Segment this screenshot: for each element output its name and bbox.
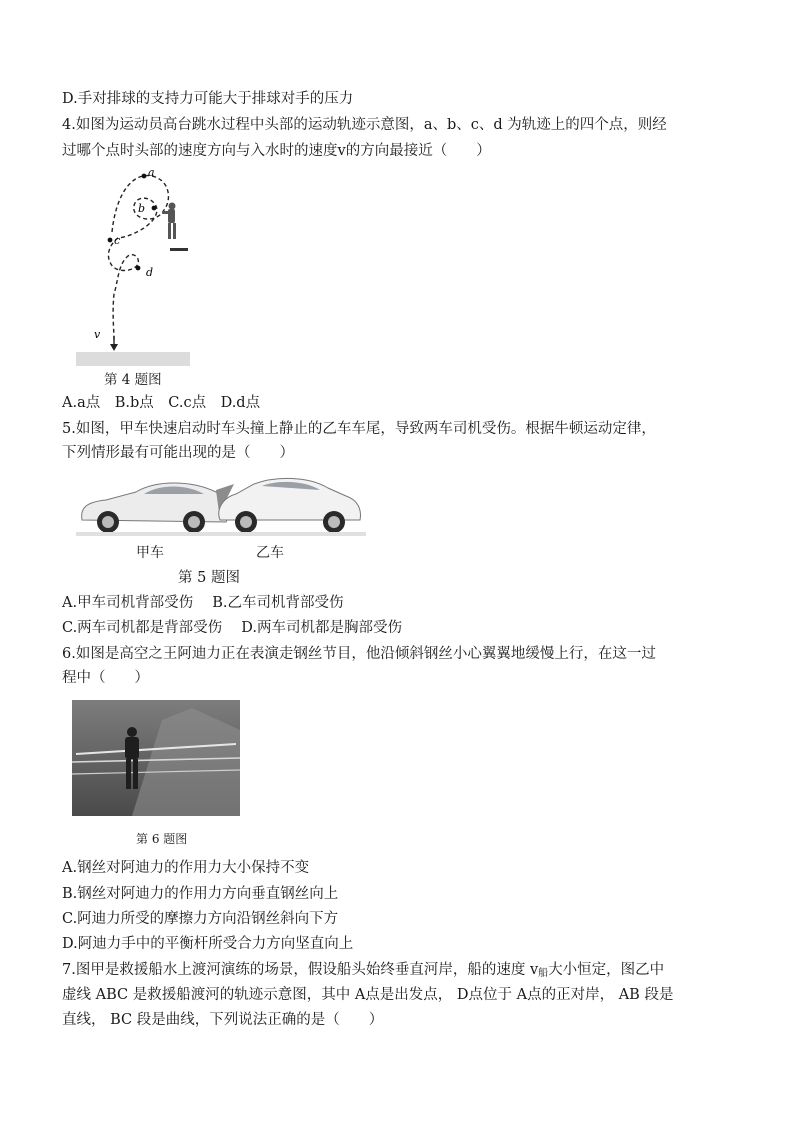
car-yi [219,478,361,533]
q5-stem-line1: 5.如图，甲车快速启动时车头撞上静止的乙车车尾，导致两车司机受伤。根据牛顿运动定律， [62,421,656,437]
point-c [108,238,113,243]
q3-option-d: D.手对排球的支持力可能大于排球对手的压力 [62,91,354,107]
q6-option-c: C.阿迪力所受的摩擦力方向沿钢丝斜向下方 [62,911,339,927]
road-shadow [76,532,366,536]
q4-stem-line2: 过哪个点时头部的速度方向与入水时的速度v的方向最接近（ ） [62,143,491,159]
q6-option-b: B.钢丝对阿迪力的作用力方向垂直钢丝向上 [62,886,339,902]
q7-line1-part-b: 大小恒定，图乙中 [548,962,665,978]
q5-car-collision-figure [76,470,366,542]
q5-stem-line2: 下列情形最有可能出现的是（ ） [62,445,294,461]
q6-option-d: D.阿迪力手中的平衡杆所受合力方向坚直向上 [62,936,354,952]
platform [170,248,188,251]
point-a [142,174,147,179]
q4-options: A.a点 B.b点 C.c点 D.d点 [62,395,261,411]
car-jia [82,483,229,533]
label-a: a [148,166,155,179]
water-surface [76,352,190,366]
label-d: d [146,266,154,279]
q4-figure-caption: 第 4 题图 [104,372,162,388]
q4-diver-trajectory-figure [74,164,204,370]
q6-figure-caption: 第 6 题图 [136,832,188,846]
label-v: v [94,328,101,341]
q7-line1-part-a: 7.图甲是救援船水上渡河演练的场景，假设船头始终垂直河岸，船的速度 v [62,962,539,978]
q7-line1-subscript: 船 [538,968,549,979]
q5-label-yi: 乙车 [256,545,284,561]
arrowhead [110,344,118,351]
label-b: b [138,202,146,215]
q7-stem-line1 [62,959,664,985]
point-b [152,206,157,211]
q5-figure-caption: 第 5 题图 [178,570,240,586]
point-d [136,266,141,271]
q5-options-row2: C.两车司机都是背部受伤 D.两车司机都是胸部受伤 [62,620,403,636]
q7-stem-line3: 直线， BC 段是曲线，下列说法正确的是（ ） [62,1012,384,1028]
q7-stem-line2: 虚线 ABC 是救援船渡河的轨迹示意图，其中 A点是出发点， D点位于 A点的正对岸， AB 段是 [62,987,674,1003]
q6-stem-line2: 程中（ ） [62,670,149,686]
q4-stem-line1: 4.如图为运动员高台跳水过程中头部的运动轨迹示意图，a、b、c、d 为轨迹上的四个点，则经 [62,117,667,133]
label-c: c [114,234,121,247]
q6-tightrope-photo [72,700,240,816]
q6-option-a: A.钢丝对阿迪力的作用力大小保持不变 [62,860,310,876]
q5-label-jia: 甲车 [136,545,164,561]
trajectory-path [108,176,168,340]
q6-stem-line1: 6.如图是高空之王阿迪力正在表演走钢丝节目，他沿倾斜钢丝小心翼翼地缓慢上行，在这一过 [62,646,656,662]
diver-figure [162,203,176,240]
q5-options-row1: A.甲车司机背部受伤 B.乙车司机背部受伤 [62,595,344,611]
